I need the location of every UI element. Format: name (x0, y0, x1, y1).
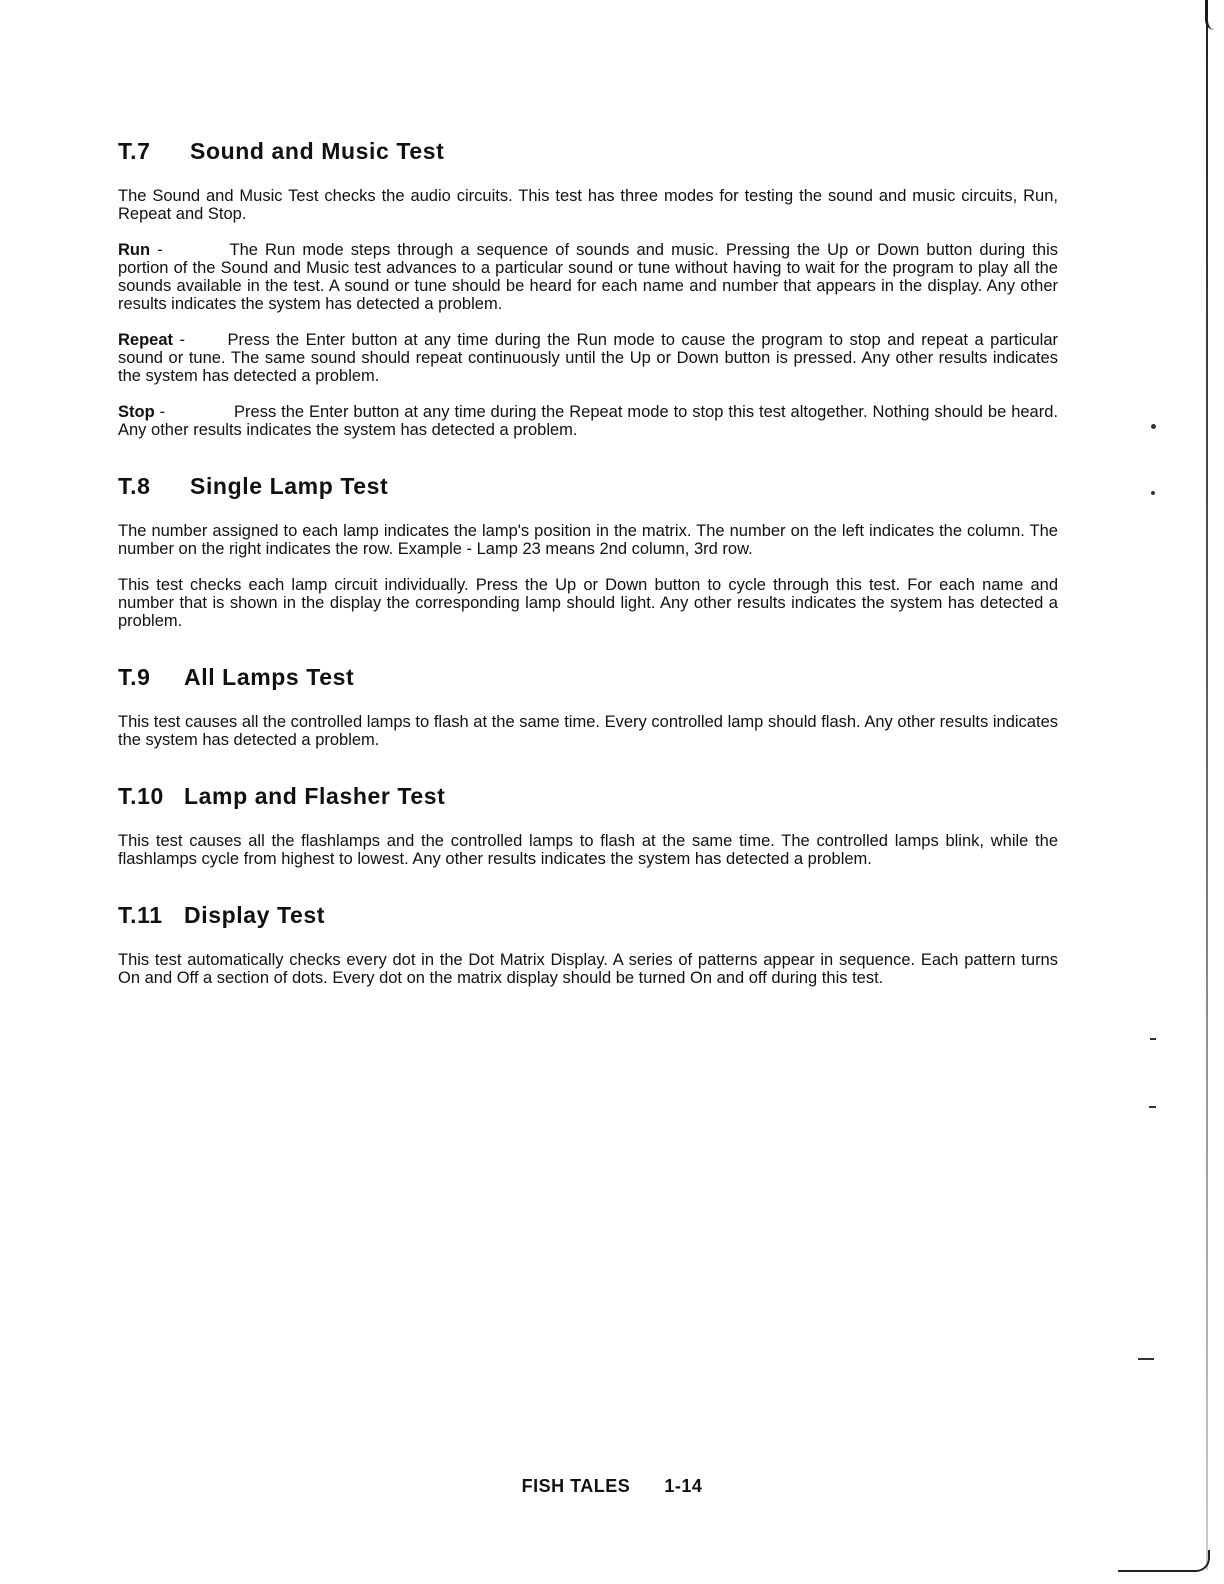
section-single-lamp-test (118, 473, 1058, 630)
section-title: Sound and Music Test (190, 138, 445, 164)
mode-dash: - (157, 241, 163, 259)
page-edge-curve (1118, 1550, 1210, 1572)
scan-mark (1151, 491, 1155, 495)
scan-mark (1149, 1106, 1156, 1108)
section-paragraph: This test causes all the flashlamps and the controlled lamps to flash at the same time. The controlled lamps blink, while the flashlamps cycle from highest to lowest. Any other results indicates the system has detected a problem. (118, 832, 1058, 868)
mode-repeat (118, 331, 1058, 385)
mode-term: Repeat (118, 331, 174, 349)
section-all-lamps-test (118, 664, 1058, 749)
mode-run (118, 241, 1058, 313)
mode-term: Run (118, 241, 151, 259)
section-title: Display Test (184, 902, 325, 928)
section-number: T.7 (118, 138, 151, 164)
mode-dash: - (159, 403, 166, 421)
section-number: T.10 (118, 783, 164, 809)
section-number: T.9 (118, 664, 151, 690)
section-number: T.11 (118, 902, 163, 928)
section-title: All Lamps Test (184, 664, 355, 690)
mode-stop (118, 403, 1058, 439)
mode-text: Press the Enter button at any time during the Repeat mode to stop this test altogether. Nothing should be heard. Any other results indicates the system has detected a problem. (118, 403, 1058, 439)
page-corner (1205, 0, 1224, 30)
section-heading (118, 783, 1058, 810)
section-paragraph: This test causes all the controlled lamps to flash at the same time. Every controlled lamp should flash. Any other results indicates the system has detected a problem. (118, 713, 1058, 749)
section-title: Lamp and Flasher Test (184, 783, 446, 809)
footer-title: FISH TALES (521, 1476, 631, 1496)
mode-term: Stop (118, 403, 155, 421)
section-heading (118, 473, 1058, 500)
document-content (118, 138, 1058, 1021)
page-edge-shadow (1206, 0, 1208, 1570)
page-footer (0, 1476, 1224, 1497)
section-display-test (118, 902, 1058, 987)
section-paragraph: This test checks each lamp circuit individually. Press the Up or Down button to cycle through this test. For each name and number that is shown in the display the corresponding lamp should light. Any other results indicates the system has detected a problem. (118, 576, 1058, 630)
section-lamp-flasher-test (118, 783, 1058, 868)
section-sound-music-test (118, 138, 1058, 439)
section-heading (118, 664, 1058, 691)
section-intro: The Sound and Music Test checks the audio circuits. This test has three modes for testing the sound and music circuits, Run, Repeat and Stop. (118, 187, 1058, 223)
mode-text: The Run mode steps through a sequence of sounds and music. Pressing the Up or Down button during this portion of the Sound and Music test advances to a particular sound or tune without having to wait for the program to play all the sounds available in the test. A sound or tune should be heard for each name and number that appears in the display. Any other results indicates the system has detected a problem. (118, 241, 1059, 313)
mode-dash: - (179, 331, 186, 349)
scan-mark (1150, 1038, 1156, 1040)
section-paragraph: The number assigned to each lamp indicates the lamp's position in the matrix. The number on the left indicates the column. The number on the right indicates the row. Example - Lamp 23 means 2nd column, 3rd row. (118, 522, 1058, 558)
scan-mark (1138, 1358, 1154, 1360)
section-title: Single Lamp Test (190, 473, 389, 499)
scan-mark (1151, 424, 1156, 429)
mode-text: Press the Enter button at any time during the Run mode to cause the program to stop and repeat a particular sound or tune. The same sound should repeat continuously until the Up or Down button is pressed. Any other results indicates the system has detected a problem. (118, 331, 1059, 385)
section-heading (118, 902, 1058, 929)
section-paragraph: This test automatically checks every dot in the Dot Matrix Display. A series of patterns appear in sequence. Each pattern turns On and Off a section of dots. Every dot on the matrix display should be turned On and off during this test. (118, 951, 1058, 987)
page-number: 1-14 (664, 1476, 703, 1496)
section-number: T.8 (118, 473, 151, 499)
section-heading (118, 138, 1058, 165)
